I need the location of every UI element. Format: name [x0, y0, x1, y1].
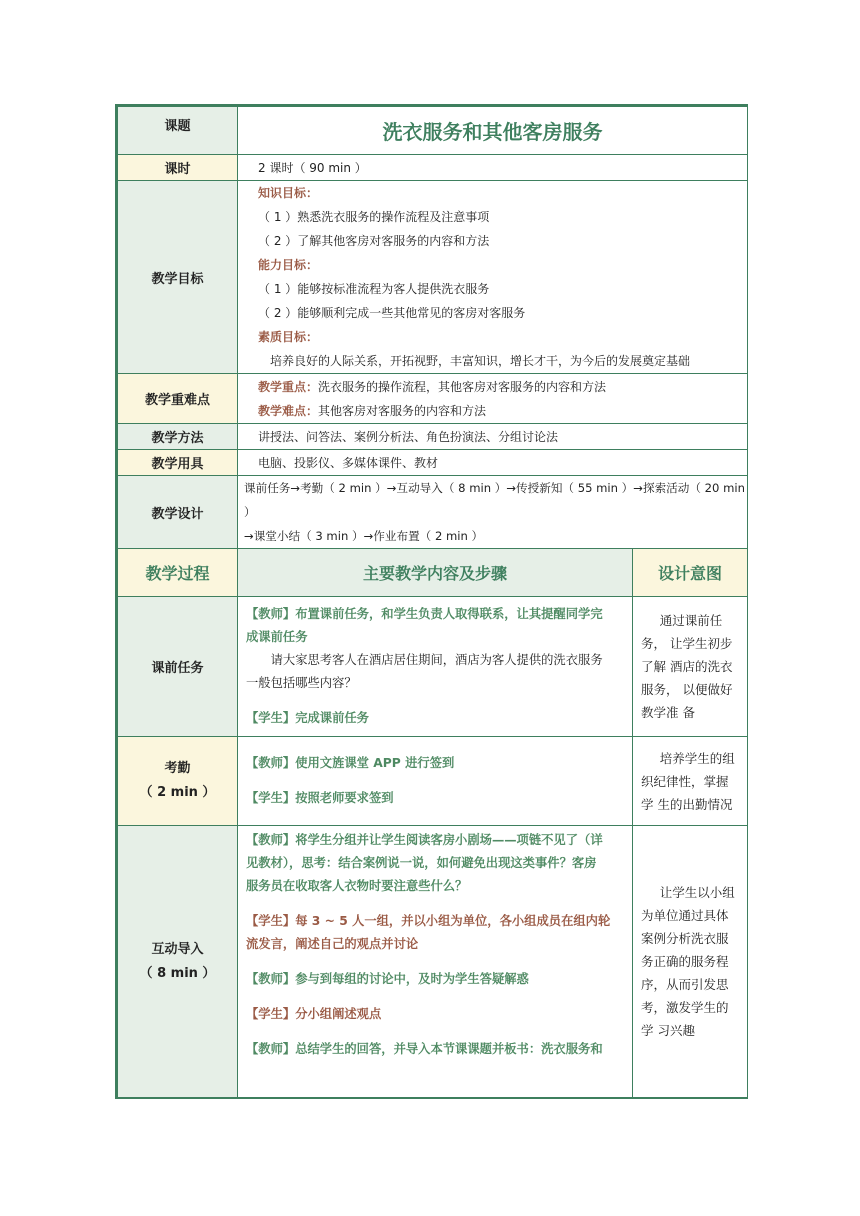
pre-teacher-1: 【教师】布置课前任务，和学生负责人取得联系，让其提醒同学完 — [246, 607, 603, 621]
pre-intent-line: 以便做好教学准 — [641, 682, 733, 720]
difficulty-title: 教学难点： — [258, 403, 319, 418]
intro-teacher-1: 【教师】将学生分组并让学生阅读客房小剧场——项链不见了（详 — [246, 833, 603, 847]
stage-attendance-label — [118, 737, 238, 826]
hours-label: 课时 — [118, 155, 238, 181]
key-points-label: 教学重难点 — [118, 374, 238, 424]
design-line-1: 课前任务→考勤（ 2 min ）→互动导入（ 8 min ）→传授新知（ 55 min ）→探索活动（ 20 min ） — [244, 481, 745, 519]
pre-intent-line: 通过课前任务， — [641, 613, 723, 651]
attendance-intent-line: 织纪律性，掌握学 — [641, 773, 729, 812]
attendance-student-1: 【学生】按照老师要求签到 — [246, 791, 394, 805]
ability-goal-title: 能力目标： — [258, 258, 319, 272]
process-header: 教学过程 — [118, 549, 238, 597]
difficulty-text: 其他客房对客服务的内容和方法 — [318, 403, 487, 418]
ability-goal-2: （ 2 ）能够顺利完成一些其他常见的客房对客服务 — [258, 306, 526, 320]
tools-value: 电脑、投影仪、多媒体课件、教材 — [238, 450, 748, 476]
stage-attendance-content — [238, 737, 633, 826]
stage-pre-content — [238, 597, 633, 737]
pre-intent-line: 酒店的洗衣服务， — [641, 659, 733, 697]
knowledge-goal-1: （ 1 ）熟悉洗衣服务的操作流程及注意事项 — [258, 210, 490, 224]
intro-teacher-3: 【教师】总结学生的回答，并导入本节课课题并板书：洗衣服务和 — [246, 1042, 603, 1056]
intro-student-1: 【学生】每 3 ~ 5 人一组，并以小组为单位，各小组成员在组内轮 — [246, 914, 611, 928]
pre-question-1b: 一般包括哪些内容？ — [246, 676, 357, 690]
stage-pre-intent — [633, 597, 748, 737]
intro-intent-line: 考，激发学生的学 — [641, 1000, 729, 1038]
content-header: 主要教学内容及步骤 — [238, 549, 633, 597]
pre-teacher-1b: 成课前任务 — [246, 630, 308, 644]
attendance-teacher-1: 【教师】使用文旌课堂 APP 进行签到 — [246, 756, 455, 770]
attendance-title: 考勤 — [164, 761, 191, 776]
intro-student-1b: 流发言，阐述自己的观点并讨论 — [246, 937, 419, 951]
intro-intent-line: 序，从而引发思 — [641, 977, 729, 992]
goals-label: 教学目标 — [118, 181, 238, 374]
intro-teacher-2: 【教师】参与到每组的讨论中，及时为学生答疑解惑 — [246, 972, 529, 986]
intro-student-2: 【学生】分小组阐述观点 — [246, 1007, 382, 1021]
attendance-time: （ 2 min ） — [139, 785, 216, 800]
intro-time: （ 8 min ） — [139, 965, 216, 981]
quality-goal-title: 素质目标： — [258, 330, 319, 344]
stage-intro-intent — [633, 826, 748, 1098]
knowledge-goal-title: 知识目标： — [258, 186, 319, 200]
pre-student-1: 【学生】完成课前任务 — [246, 711, 369, 725]
design-label: 教学设计 — [118, 476, 238, 549]
stage-pre-label: 课前任务 — [118, 597, 238, 737]
method-label: 教学方法 — [118, 424, 238, 450]
design-content — [238, 476, 748, 549]
pre-intent-line: 让学生初步了解 — [641, 636, 733, 674]
attendance-intent-line: 生的出勤情况 — [657, 796, 733, 812]
topic-label: 课题 — [118, 107, 238, 155]
stage-attendance-intent — [633, 737, 748, 826]
pre-question-1: 请大家思考客人在酒店居住期间，酒店为客人提供的洗衣服务 — [270, 653, 603, 667]
attendance-intent-line: 培养学生的组 — [659, 750, 735, 766]
intro-title: 互动导入 — [151, 941, 204, 957]
intro-intent-line: 务正确的服务程 — [641, 954, 729, 969]
focus-title: 教学重点： — [258, 379, 319, 394]
stage-intro-label — [118, 826, 238, 1098]
lesson-title: 洗衣服务和其他客房服务 — [238, 107, 748, 155]
hours-value: 2 课时（ 90 min ） — [238, 155, 748, 181]
intro-intent-line: 习兴趣 — [657, 1023, 696, 1038]
intro-intent-line: 案例分析洗衣服 — [641, 931, 729, 946]
method-value: 讲授法、问答法、案例分析法、角色扮演法、分组讨论法 — [238, 424, 748, 450]
knowledge-goal-2: （ 2 ）了解其他客房对客服务的内容和方法 — [258, 234, 490, 248]
key-points-content — [238, 374, 748, 424]
intro-intent-line: 让学生以小组 — [659, 885, 735, 900]
quality-goal-1: 培养良好的人际关系，开拓视野，丰富知识，增长才干，为今后的发展奠定基础 — [270, 354, 691, 368]
goals-content — [238, 181, 748, 374]
tools-label: 教学用具 — [118, 450, 238, 476]
focus-text: 洗衣服务的操作流程，其他客房对客服务的内容和方法 — [318, 379, 607, 394]
intent-header: 设计意图 — [633, 549, 748, 597]
intro-teacher-1c: 服务员在收取客人衣物时要注意些什么？ — [246, 879, 468, 893]
intro-intent-line: 为单位通过具体 — [641, 908, 729, 923]
lesson-plan-table — [115, 104, 748, 1099]
design-line-2: →课堂小结（ 3 min ）→作业布置（ 2 min ） — [244, 529, 484, 543]
intro-teacher-1b: 见教材），思考：结合案例说一说，如何避免出现这类事件？客房 — [246, 856, 597, 870]
pre-intent-line: 备 — [682, 705, 696, 720]
stage-intro-content — [238, 826, 633, 1098]
ability-goal-1: （ 1 ）能够按标准流程为客人提供洗衣服务 — [258, 282, 490, 296]
